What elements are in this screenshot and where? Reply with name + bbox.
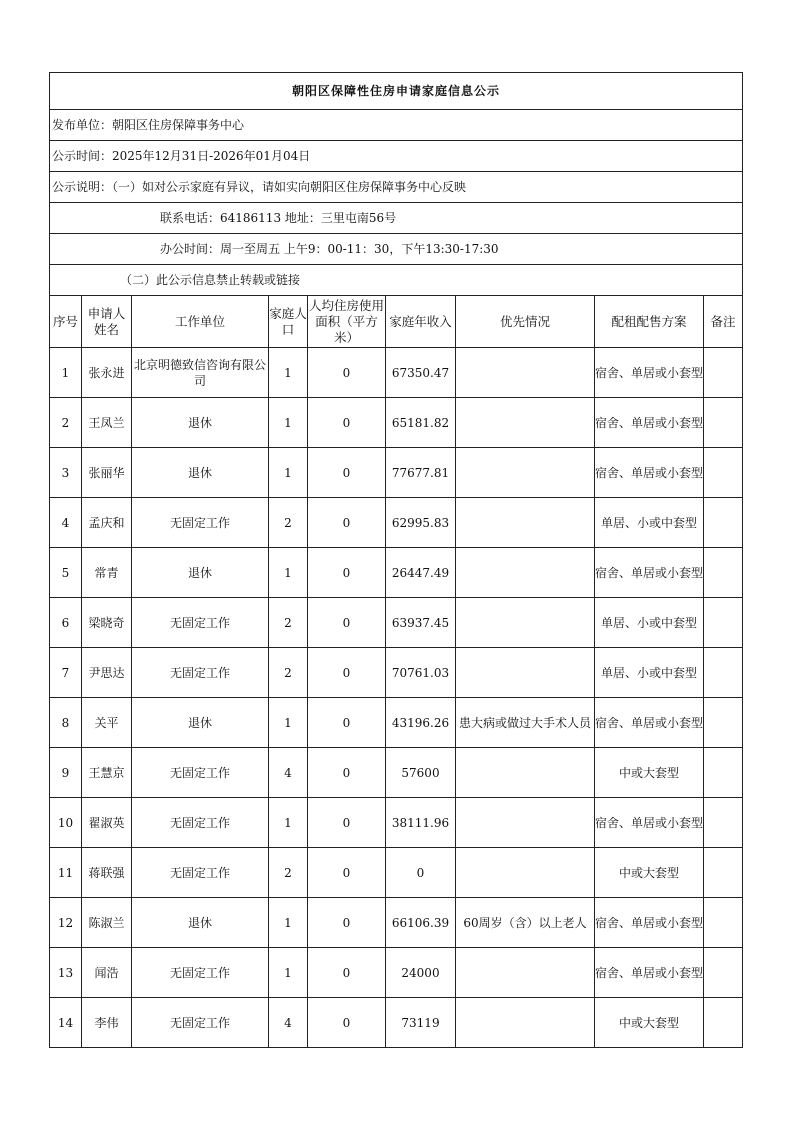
allocation-plan-cell: 宿舍、单居或小套型 xyxy=(595,898,704,948)
remark-cell xyxy=(704,498,743,548)
annual-income-cell: 24000 xyxy=(386,948,456,998)
annual-income-cell: 63937.45 xyxy=(386,598,456,648)
row-number-cell: 13 xyxy=(50,948,82,998)
table-header xyxy=(50,296,743,348)
notes-line-2: 联系电话：64186113 地址：三里屯南56号 xyxy=(50,203,743,234)
annual-income-cell: 62995.83 xyxy=(386,498,456,548)
allocation-plan-cell: 单居、小或中套型 xyxy=(595,648,704,698)
annual-income-cell: 65181.82 xyxy=(386,398,456,448)
applicant-name-cell: 张丽华 xyxy=(82,448,132,498)
column-header: 工作单位 xyxy=(132,296,269,348)
table-row xyxy=(50,848,743,898)
per-capita-area-cell: 0 xyxy=(308,748,386,798)
per-capita-area-cell: 0 xyxy=(308,798,386,848)
household-size-cell: 2 xyxy=(269,598,308,648)
allocation-plan-cell: 宿舍、单居或小套型 xyxy=(595,348,704,398)
allocation-plan-cell: 中或大套型 xyxy=(595,748,704,798)
household-size-cell: 2 xyxy=(269,848,308,898)
row-number-cell: 5 xyxy=(50,548,82,598)
employer-cell: 退休 xyxy=(132,898,269,948)
notes-line-3: 办公时间：周一至周五 上午9：00-11：30，下午13:30-17:30 xyxy=(50,234,743,265)
row-number-cell: 9 xyxy=(50,748,82,798)
employer-cell: 无固定工作 xyxy=(132,998,269,1048)
employer-cell: 北京明德致信咨询有限公司 xyxy=(132,348,269,398)
remark-cell xyxy=(704,748,743,798)
per-capita-area-cell: 0 xyxy=(308,998,386,1048)
household-size-cell: 1 xyxy=(269,898,308,948)
per-capita-area-cell: 0 xyxy=(308,498,386,548)
priority-status-cell xyxy=(456,648,595,698)
employer-cell: 退休 xyxy=(132,698,269,748)
employer-cell: 无固定工作 xyxy=(132,748,269,798)
page-title: 朝阳区保障性住房申请家庭信息公示 xyxy=(50,73,743,110)
column-header: 配租配售方案 xyxy=(595,296,704,348)
priority-status-cell xyxy=(456,948,595,998)
allocation-plan-cell: 中或大套型 xyxy=(595,848,704,898)
remark-cell xyxy=(704,998,743,1048)
employer-cell: 无固定工作 xyxy=(132,498,269,548)
per-capita-area-cell: 0 xyxy=(308,948,386,998)
applicant-name-cell: 王凤兰 xyxy=(82,398,132,448)
column-header: 家庭年收入 xyxy=(386,296,456,348)
employer-cell: 无固定工作 xyxy=(132,598,269,648)
remark-cell xyxy=(704,348,743,398)
priority-status-cell xyxy=(456,848,595,898)
priority-status-cell xyxy=(456,498,595,548)
employer-cell: 无固定工作 xyxy=(132,848,269,898)
applicant-name-cell: 翟淑英 xyxy=(82,798,132,848)
priority-status-cell: 患大病或做过大手术人员 xyxy=(456,698,595,748)
row-number-cell: 6 xyxy=(50,598,82,648)
household-size-cell: 2 xyxy=(269,648,308,698)
household-size-cell: 1 xyxy=(269,448,308,498)
remark-cell xyxy=(704,548,743,598)
notes-line-4: （二）此公示信息禁止转载或链接 xyxy=(50,265,743,296)
remark-cell xyxy=(704,948,743,998)
table-row xyxy=(50,548,743,598)
annual-income-cell: 77677.81 xyxy=(386,448,456,498)
annual-income-cell: 67350.47 xyxy=(386,348,456,398)
priority-status-cell xyxy=(456,998,595,1048)
household-size-cell: 1 xyxy=(269,698,308,748)
remark-cell xyxy=(704,898,743,948)
applicant-name-cell: 梁晓奇 xyxy=(82,598,132,648)
table-row xyxy=(50,448,743,498)
applicant-name-cell: 李伟 xyxy=(82,998,132,1048)
allocation-plan-cell: 中或大套型 xyxy=(595,998,704,1048)
applicant-name-cell: 陈淑兰 xyxy=(82,898,132,948)
row-number-cell: 3 xyxy=(50,448,82,498)
employer-cell: 退休 xyxy=(132,448,269,498)
row-number-cell: 4 xyxy=(50,498,82,548)
table-row xyxy=(50,798,743,848)
per-capita-area-cell: 0 xyxy=(308,548,386,598)
table-row xyxy=(50,948,743,998)
table-row xyxy=(50,748,743,798)
remark-cell xyxy=(704,698,743,748)
household-size-cell: 1 xyxy=(269,548,308,598)
allocation-plan-cell: 宿舍、单居或小套型 xyxy=(595,798,704,848)
per-capita-area-cell: 0 xyxy=(308,348,386,398)
period-line: 公示时间：2025年12月31日-2026年01月04日 xyxy=(50,141,743,172)
remark-cell xyxy=(704,648,743,698)
per-capita-area-cell: 0 xyxy=(308,398,386,448)
row-number-cell: 7 xyxy=(50,648,82,698)
priority-status-cell: 60周岁（含）以上老人 xyxy=(456,898,595,948)
annual-income-cell: 38111.96 xyxy=(386,798,456,848)
employer-cell: 退休 xyxy=(132,548,269,598)
per-capita-area-cell: 0 xyxy=(308,598,386,648)
annual-income-cell: 73119 xyxy=(386,998,456,1048)
household-size-cell: 2 xyxy=(269,498,308,548)
allocation-plan-cell: 单居、小或中套型 xyxy=(595,498,704,548)
disclosure-table xyxy=(49,72,743,1048)
household-size-cell: 1 xyxy=(269,798,308,848)
notes-line-1: 公示说明：（一）如对公示家庭有异议，请如实向朝阳区住房保障事务中心反映 xyxy=(50,172,743,203)
table-row xyxy=(50,348,743,398)
table-row xyxy=(50,898,743,948)
priority-status-cell xyxy=(456,398,595,448)
column-header: 人均住房使用面积（平方米） xyxy=(308,296,386,348)
allocation-plan-cell: 宿舍、单居或小套型 xyxy=(595,448,704,498)
row-number-cell: 11 xyxy=(50,848,82,898)
applicant-name-cell: 王慧京 xyxy=(82,748,132,798)
priority-status-cell xyxy=(456,798,595,848)
annual-income-cell: 43196.26 xyxy=(386,698,456,748)
remark-cell xyxy=(704,398,743,448)
household-size-cell: 4 xyxy=(269,748,308,798)
per-capita-area-cell: 0 xyxy=(308,848,386,898)
table-row xyxy=(50,498,743,548)
row-number-cell: 14 xyxy=(50,998,82,1048)
allocation-plan-cell: 宿舍、单居或小套型 xyxy=(595,398,704,448)
annual-income-cell: 26447.49 xyxy=(386,548,456,598)
annual-income-cell: 70761.03 xyxy=(386,648,456,698)
table-row xyxy=(50,398,743,448)
row-number-cell: 2 xyxy=(50,398,82,448)
row-number-cell: 10 xyxy=(50,798,82,848)
employer-cell: 无固定工作 xyxy=(132,648,269,698)
per-capita-area-cell: 0 xyxy=(308,448,386,498)
applicant-name-cell: 张永进 xyxy=(82,348,132,398)
allocation-plan-cell: 宿舍、单居或小套型 xyxy=(595,698,704,748)
table-row xyxy=(50,648,743,698)
row-number-cell: 8 xyxy=(50,698,82,748)
column-header: 申请人姓名 xyxy=(82,296,132,348)
priority-status-cell xyxy=(456,548,595,598)
row-number-cell: 1 xyxy=(50,348,82,398)
remark-cell xyxy=(704,598,743,648)
employer-cell: 无固定工作 xyxy=(132,948,269,998)
applicant-name-cell: 闻浩 xyxy=(82,948,132,998)
allocation-plan-cell: 宿舍、单居或小套型 xyxy=(595,548,704,598)
column-header: 优先情况 xyxy=(456,296,595,348)
employer-cell: 退休 xyxy=(132,398,269,448)
per-capita-area-cell: 0 xyxy=(308,898,386,948)
priority-status-cell xyxy=(456,448,595,498)
applicant-name-cell: 尹思达 xyxy=(82,648,132,698)
column-header: 备注 xyxy=(704,296,743,348)
row-number-cell: 12 xyxy=(50,898,82,948)
priority-status-cell xyxy=(456,348,595,398)
employer-cell: 无固定工作 xyxy=(132,798,269,848)
publisher-line: 发布单位：朝阳区住房保障事务中心 xyxy=(50,110,743,141)
remark-cell xyxy=(704,848,743,898)
annual-income-cell: 0 xyxy=(386,848,456,898)
table-row xyxy=(50,698,743,748)
household-size-cell: 4 xyxy=(269,998,308,1048)
table-row xyxy=(50,598,743,648)
applicant-name-cell: 蒋联强 xyxy=(82,848,132,898)
per-capita-area-cell: 0 xyxy=(308,648,386,698)
remark-cell xyxy=(704,448,743,498)
applicant-name-cell: 关平 xyxy=(82,698,132,748)
applicant-name-cell: 常青 xyxy=(82,548,132,598)
household-size-cell: 1 xyxy=(269,398,308,448)
allocation-plan-cell: 单居、小或中套型 xyxy=(595,598,704,648)
column-header: 家庭人口 xyxy=(269,296,308,348)
remark-cell xyxy=(704,798,743,848)
priority-status-cell xyxy=(456,598,595,648)
annual-income-cell: 57600 xyxy=(386,748,456,798)
household-size-cell: 1 xyxy=(269,348,308,398)
household-size-cell: 1 xyxy=(269,948,308,998)
annual-income-cell: 66106.39 xyxy=(386,898,456,948)
allocation-plan-cell: 宿舍、单居或小套型 xyxy=(595,948,704,998)
table-row xyxy=(50,998,743,1048)
column-header: 序号 xyxy=(50,296,82,348)
applicant-name-cell: 孟庆和 xyxy=(82,498,132,548)
priority-status-cell xyxy=(456,748,595,798)
per-capita-area-cell: 0 xyxy=(308,698,386,748)
